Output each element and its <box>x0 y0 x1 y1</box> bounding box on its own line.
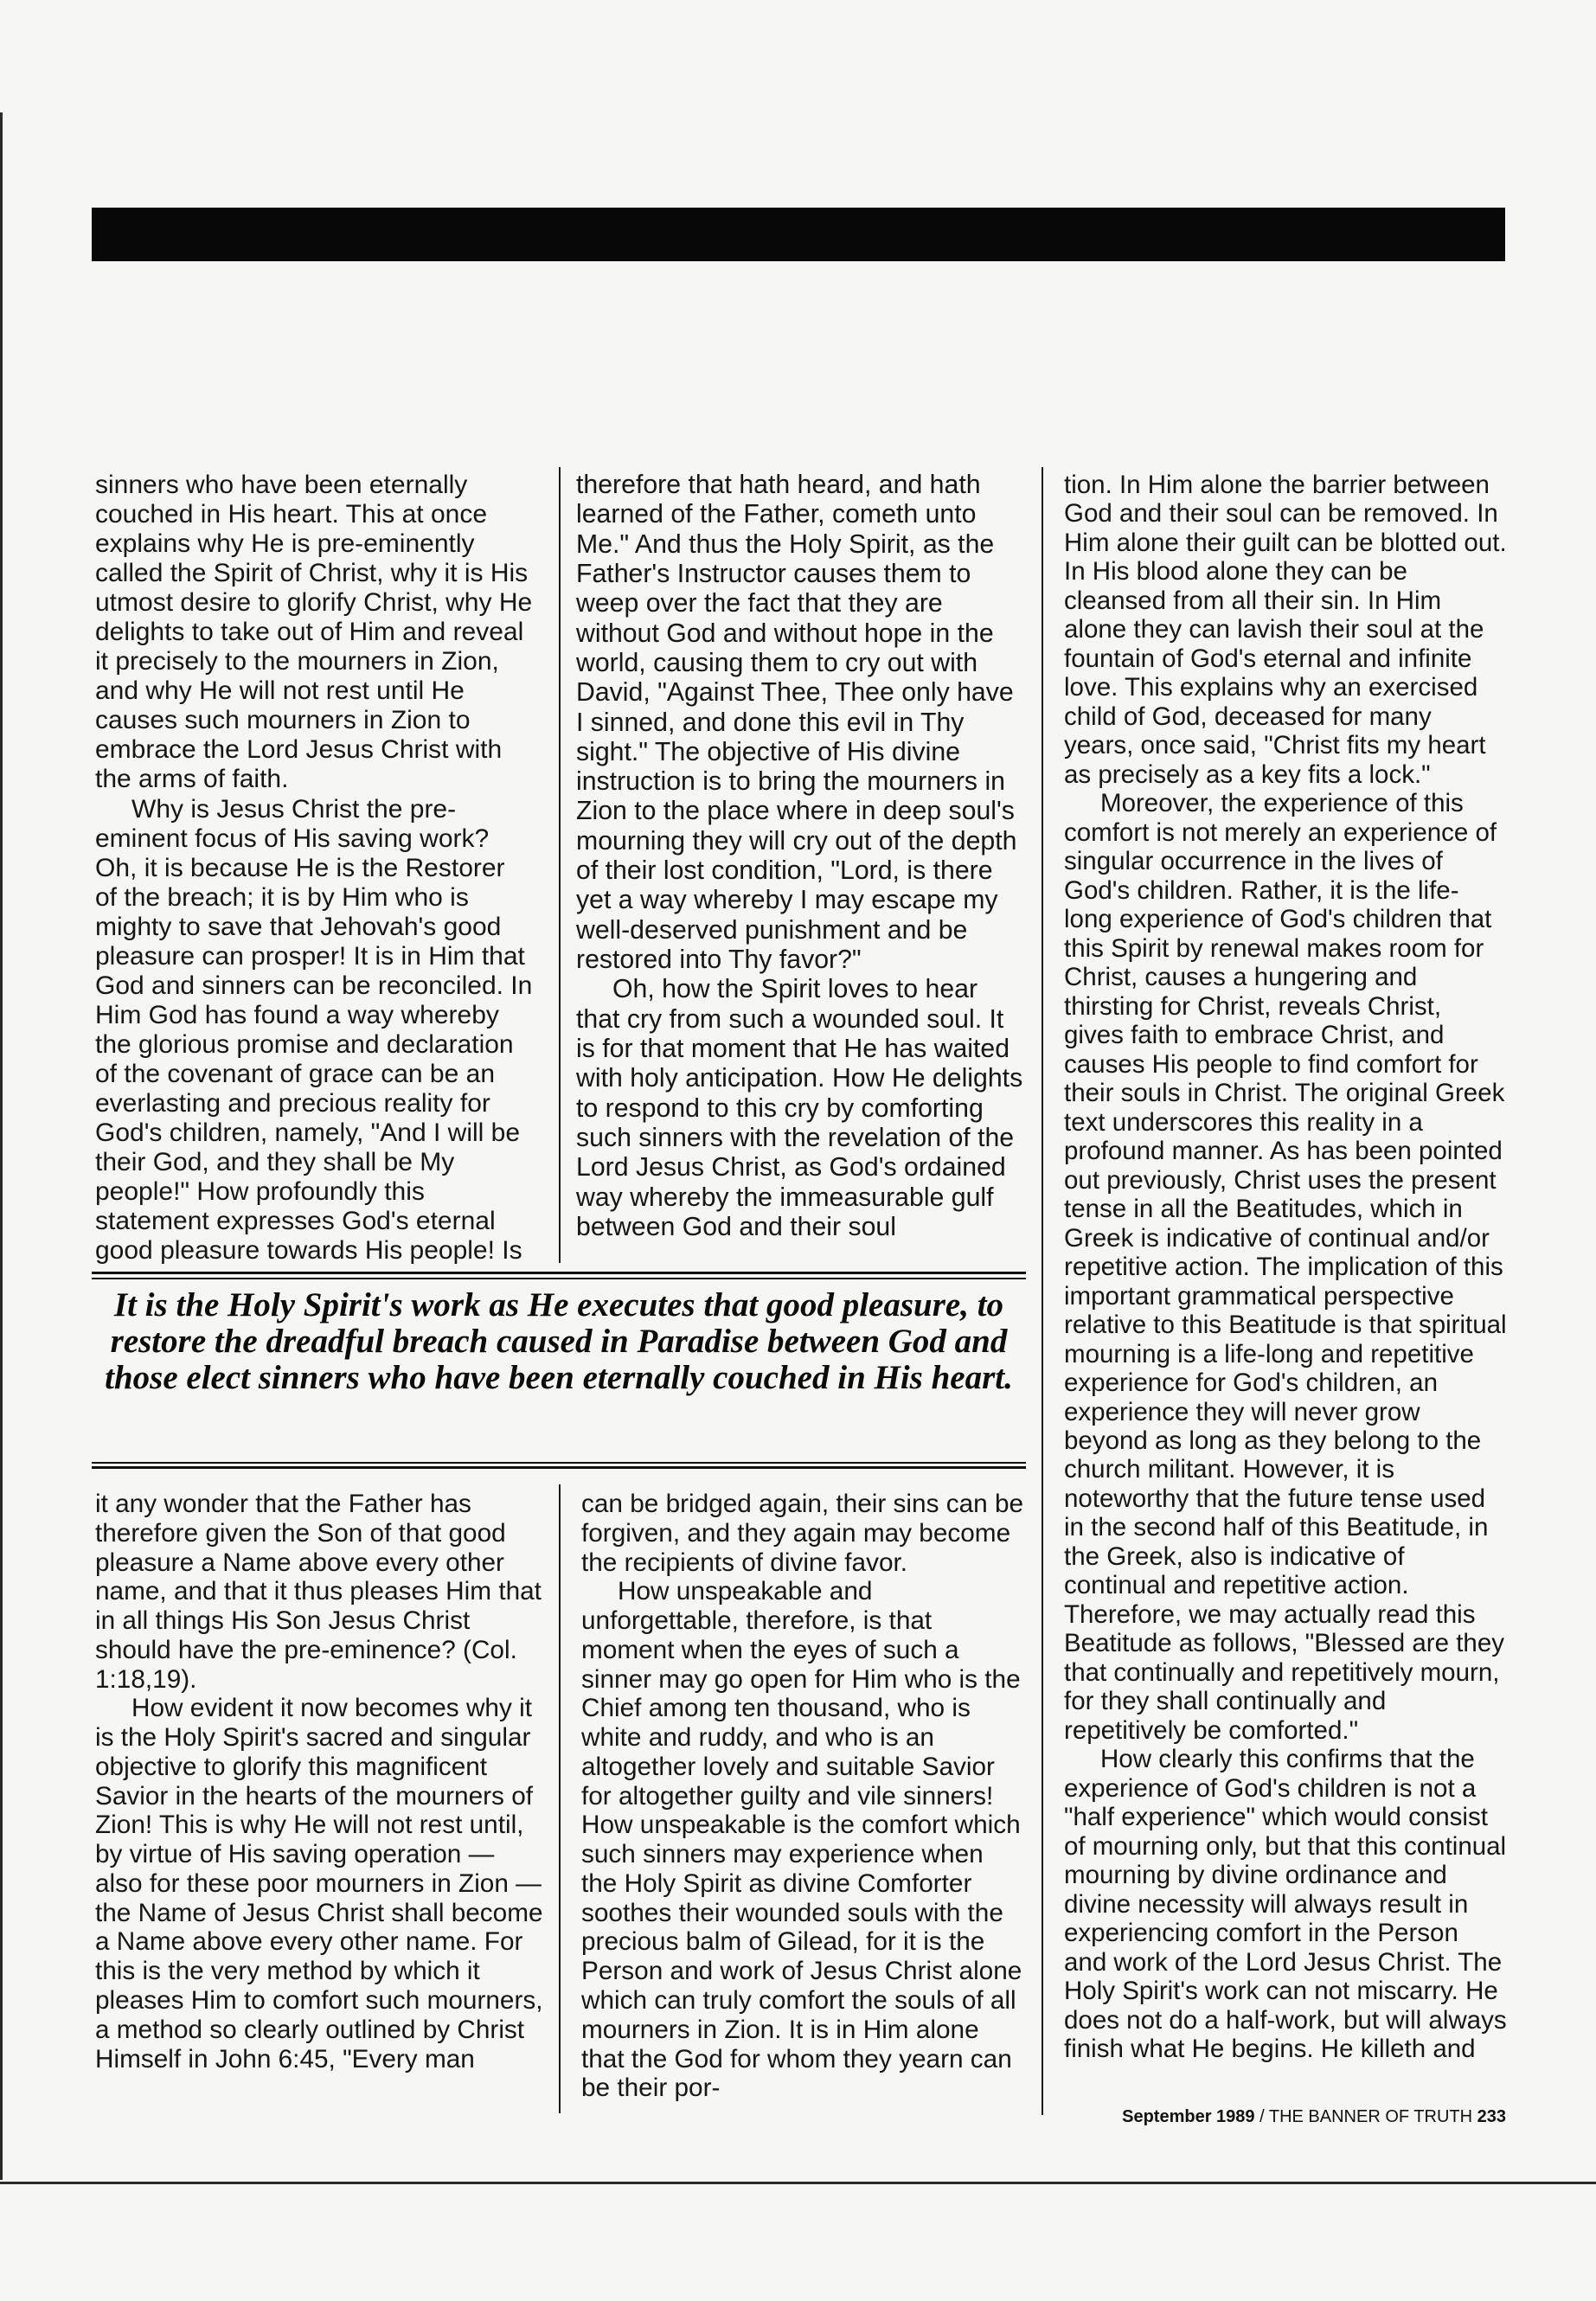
column-divider <box>559 467 561 1263</box>
paragraph: How evident it now becomes why it is the Holy Spirit's sacred and singular objective to glorify this magnificent Savior in the hearts of the mourners of Zion! This is why He will not rest until, by virtue of His saving operation — also for these poor mourners in Zion — the Name of Jesus Christ shall become a Name above every other name. For this is the very method by which it pleases Him to comfort such mourners, a method so clearly outlined by Christ Himself in John 6:45, "Every man <box>95 1694 543 2073</box>
pull-quote-rule-bottom <box>92 1466 1026 1469</box>
scan-edge-left <box>0 112 3 2180</box>
paragraph: tion. In Him alone the barrier between God and their soul can be removed. In Him alone their guilt can be blotted out. In His blood alone they can be cleansed from all their sin. In Him alone they can lavish their soul at the fountain of God's eternal and infinite love. This explains why an exercised child of God, deceased for many years, once said, "Christ fits my heart as precisely as a key fits a lock." <box>1064 471 1507 789</box>
column-right <box>1064 471 1507 2097</box>
column-top-middle <box>576 471 1024 1266</box>
column-bottom-left <box>95 1490 545 2104</box>
paragraph: Moreover, the experience of this comfort is not merely an experience of singular occurrence in the lives of God's children. Rather, it is the life-long experience of God's children that this Spirit by renewal makes room for Christ, causes a hungering and thirsting for Christ, reveals Christ, gives faith to embrace Christ, and causes His people to find comfort for their souls in Christ. The original Greek text underscores this reality in a profound manner. As has been pointed out previously, Christ uses the present tense in all the Beatitudes, which in Greek is indicative of continual and/or repetitive action. The implication of this important grammatical perspective relative to this Beatitude is that spiritual mourning is a life-long and repetitive experience for God's children, an experience they will never grow beyond as long as they belong to the church militant. However, it is noteworthy that the future tense used in the second half of this Beatitude, in the Greek, also is indicative of continual and repetitive action. Therefore, we may actually read this Beatitude as follows, "Blessed are they that continually and repetitively mourn, for they shall continually and repetitively be comforted." <box>1064 789 1507 1745</box>
paragraph: sinners who have been eternally couched in His heart. This at once explains why He is pre-eminently called the Spirit of Christ, why it is His utmost desire to glorify Christ, why He delights to take out of Him and reveal it precisely to the mourners in Zion, and why He will not rest until He causes such mourners in Zion to embrace the Lord Jesus Christ with the arms of faith. <box>95 471 533 794</box>
column-top-left <box>95 471 533 1266</box>
footer-publication: THE BANNER OF TRUTH <box>1268 2107 1473 2126</box>
pull-quote-rule-bottom-thin <box>92 1462 1026 1464</box>
pull-quote: It is the Holy Spirit's work as He executes that good pleasure, to restore the dreadful breach caused in Paradise between God and those elect sinners who have been eternally couched in His heart. <box>105 1286 1013 1396</box>
footer-date: September 1989 <box>1122 2107 1255 2126</box>
paragraph: How clearly this confirms that the experience of God's children is not a "half experience" which would consist of mourning only, but that this continual mourning by divine ordinance and divine necessity will always result in experiencing comfort in the Person and work of the Lord Jesus Christ. The Holy Spirit's work can not miscarry. He does not do a half-work, but will always finish what He begins. He killeth and <box>1064 1745 1507 2064</box>
column-divider <box>1042 467 1043 2115</box>
paragraph: How unspeakable and unforgettable, therefore, is that moment when the eyes of such a sinner may go open for Him who is the Chief among ten thousand, who is white and ruddy, and who is an altogether lovely and suitable Savior for altogether guilty and vile sinners! How unspeakable is the comfort which such sinners may experience when the Holy Spirit as divine Comforter soothes their wounded souls with the precious balm of Gilead, for it is the Person and work of Jesus Christ alone which can truly comfort the souls of all mourners in Zion. It is in Him alone that the God for whom they yearn can be their por- <box>581 1577 1022 2103</box>
paragraph: can be bridged again, their sins can be forgiven, and they again may become the recipients of divine favor. <box>581 1490 1024 1577</box>
paragraph: therefore that hath heard, and hath learned of the Father, cometh unto Me." And thus the Holy Spirit, as the Father's Instructor causes them to weep over the fact that they are without God and without hope in the world, causing them to cry out with David, "Against Thee, Thee only have I sinned, and done this evil in Thy sight." The objective of His divine instruction is to bring the mourners in Zion to the place where in deep soul's mourning they will cry out of the depth of their lost condition, "Lord, is there yet a way whereby I may escape my well-deserved punishment and be restored into Thy favor?" <box>576 471 1017 974</box>
scan-edge-bottom <box>0 2182 1596 2184</box>
page-number: 233 <box>1477 2107 1506 2126</box>
column-divider <box>559 1484 561 2113</box>
paragraph: it any wonder that the Father has therefore given the Son of that good pleasure a Name above every other name, and that it thus pleases Him that in all things His Son Jesus Christ should have the pre-eminence? (Col. 1:18,19). <box>95 1490 542 1694</box>
page-footer <box>1122 2107 1506 2127</box>
paragraph: Why is Jesus Christ the pre-eminent focus of His saving work? Oh, it is because He is the Restorer of the breach; it is by Him who is mighty to save that Jehovah's good pleasure can prosper! It is in Him that God and sinners can be reconciled. In Him God has found a way whereby the glorious promise and declaration of the covenant of grace can be an everlasting and precious reality for God's children, namely, "And I will be their God, and they shall be My people!" How profoundly this statement expresses God's eternal good pleasure towards His people! Is <box>95 794 533 1266</box>
header-black-bar <box>92 208 1505 261</box>
column-bottom-middle <box>581 1490 1024 2104</box>
footer-separator: / <box>1254 2107 1269 2126</box>
paragraph: Oh, how the Spirit loves to hear that cry from such a wounded soul. It is for that moment that He has waited with holy anticipation. How He delights to respond to this cry by comforting such sinners with the revelation of the Lord Jesus Christ, as God's ordained way whereby the immeasurable gulf between God and their soul <box>576 975 1023 1241</box>
pull-quote-rule-top-thin <box>92 1278 1026 1279</box>
pull-quote-rule-top <box>92 1272 1026 1274</box>
